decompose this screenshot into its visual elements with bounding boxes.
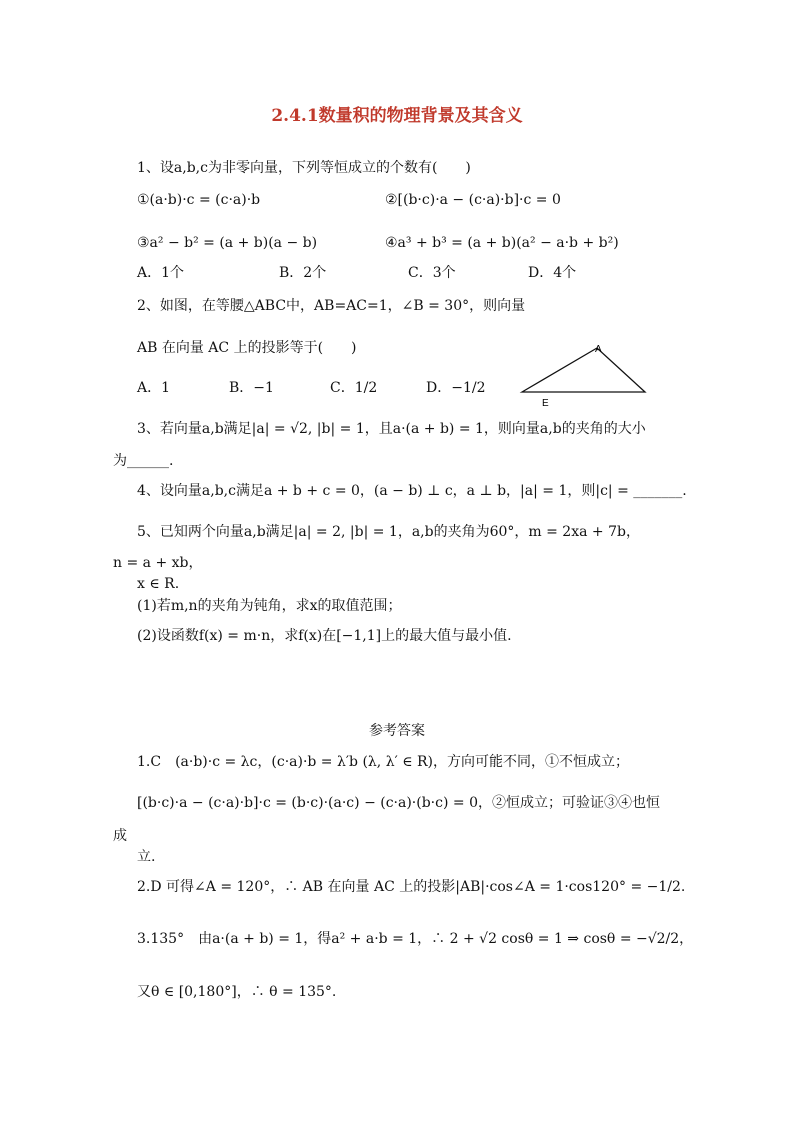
answer-3-line-2: 又θ ∈ [0,180°]，∴ θ = 135°. xyxy=(137,984,337,1000)
triangle-shape xyxy=(522,348,645,392)
q5-line-1: 5、已知两个向量a,b满足|a| = 2, |b| = 1，a,b的夹角为60°，m = 2xa + 7b， xyxy=(137,524,640,540)
answer-1-line-2: [(b·c)·a − (c·a)·b]·c = (b·c)·(a·c) − (c·a)·(b·c) = 0，②恒成立；可验证③④也恒 xyxy=(137,795,660,811)
q5-line-2: n = a + xb， xyxy=(113,555,203,571)
answer-1-line-3: 成 xyxy=(113,828,127,844)
q5-line-3: x ∈ R. xyxy=(137,576,180,592)
answer-1-line-4: 立. xyxy=(137,849,156,865)
q1-option-d: D．4个 xyxy=(528,265,577,281)
triangle-figure xyxy=(515,340,655,410)
q2-option-a: A．1 xyxy=(137,380,171,396)
page-title: 2.4.1数量积的物理背景及其含义 xyxy=(271,106,523,126)
answer-2: 2.D 可得∠A = 120°，∴ AB 在向量 AC 上的投影|AB|·cos∠A = 1·cos120° = −1/2. xyxy=(137,879,686,895)
q2-option-b: B．−1 xyxy=(229,380,274,396)
q5-sub-2: (2)设函数f(x) = m·n，求f(x)在[−1,1]上的最大值与最小值. xyxy=(137,628,512,644)
q1-expr-1: ①(a·b)·c = (c·a)·b xyxy=(137,192,261,208)
q2-stem-2: AB 在向量 AC 上的投影等于( ) xyxy=(137,340,357,356)
triangle-label-a: A xyxy=(595,344,602,355)
q1-stem: 1、设a,b,c为非零向量，下列等恒成立的个数有( ) xyxy=(137,160,471,176)
q2-option-c: C．1/2 xyxy=(330,380,378,396)
answer-1-line-1: 1.C (a·b)·c = λc，(c·a)·b = λ′b (λ, λ′ ∈ R)，方向可能不同，①不恒成立； xyxy=(137,754,630,770)
triangle-label-e: E xyxy=(542,398,549,409)
q3-line-2: 为______. xyxy=(113,453,174,469)
q1-expr-2: ②[(b·c)·a − (c·a)·b]·c = 0 xyxy=(385,192,561,208)
q1-option-a: A．1个 xyxy=(137,265,185,281)
q2-stem: 2、如图，在等腰△ABC中，AB=AC=1，∠B = 30°，则向量 xyxy=(137,298,526,314)
answer-3-line-1: 3.135° 由a·(a + b) = 1，得a² + a·b = 1，∴ 2 + √2 cosθ = 1 ⇒ cosθ = −√2/2， xyxy=(137,931,694,947)
q1-option-b: B．2个 xyxy=(279,265,327,281)
q1-expr-4: ④a³ + b³ = (a + b)(a² − a·b + b²) xyxy=(385,235,619,251)
answers-heading: 参考答案 xyxy=(369,723,425,739)
q1-option-c: C．3个 xyxy=(408,265,456,281)
q3-line-1: 3、若向量a,b满足|a| = √2, |b| = 1，且a·(a + b) = 1，则向量a,b的夹角的大小 xyxy=(137,421,646,437)
q1-expr-3: ③a² − b² = (a + b)(a − b) xyxy=(137,235,318,251)
q2-option-d: D．−1/2 xyxy=(426,380,486,396)
q4-line: 4、设向量a,b,c满足a + b + c = 0，(a − b) ⊥ c，a ⊥ b，|a| = 1，则|c| = _______. xyxy=(137,483,687,499)
q5-sub-1: (1)若m,n的夹角为钝角，求x的取值范围； xyxy=(137,598,402,614)
